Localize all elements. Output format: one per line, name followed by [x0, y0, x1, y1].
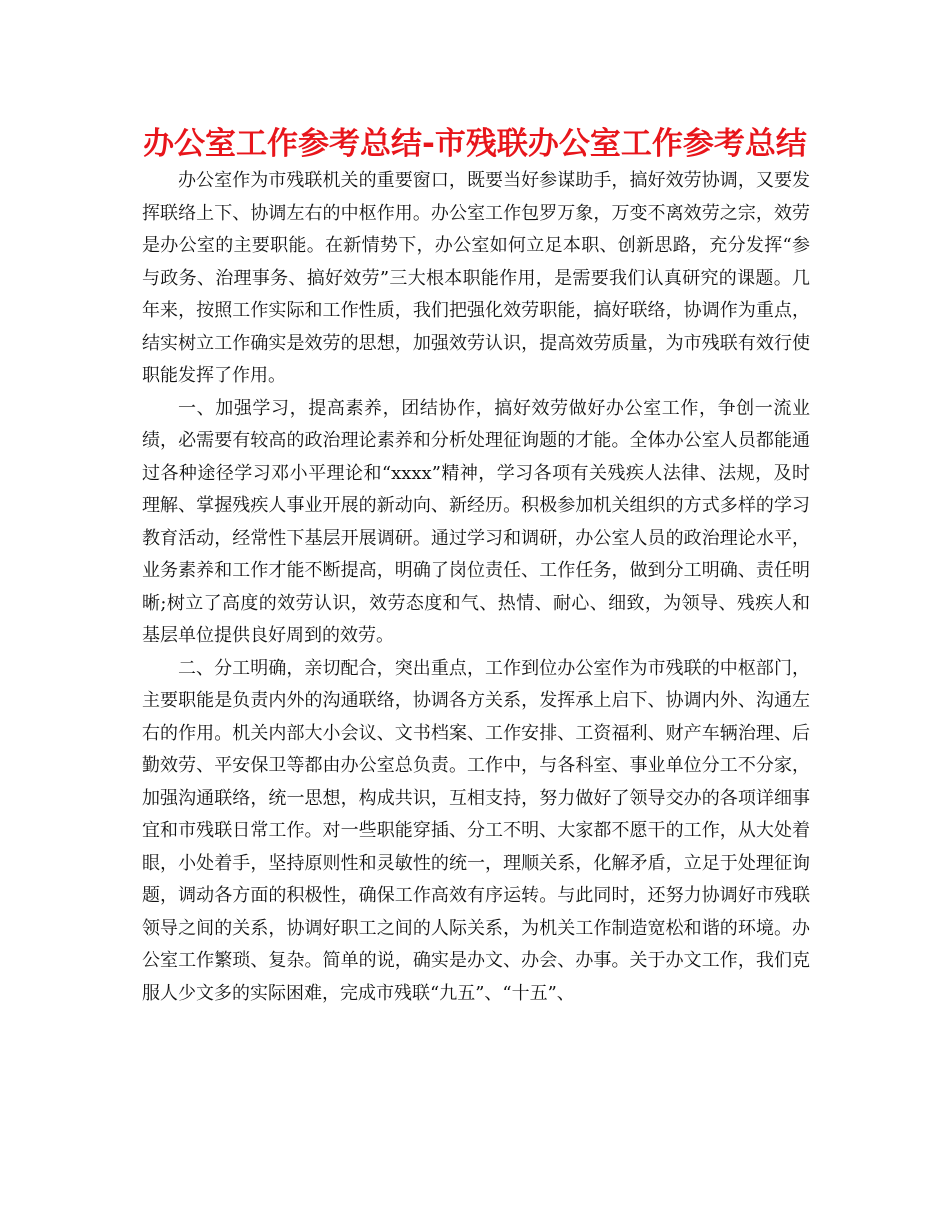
- document-title: 办公室工作参考总结-市残联办公室工作参考总结: [143, 126, 807, 162]
- paragraph-3: 二、分工明确，亲切配合，突出重点，工作到位办公室作为市残联的中枢部门，主要职能是负责内外的沟通联络，协调各方关系，发挥承上启下、协调内外、沟通左右的作用。机关内部大小会议、文书档案、工作安排、工资福利、财产车辆治理、后勤效劳、平安保卫等都由办公室总负责。工作中，与各科室、事业单位分工不分家，加强沟通联络，统一思想，构成共识，互相支持，努力做好了领导交办的各项详细事宜和市残联日常工作。对一些职能穿插、分工不明、大家都不愿干的工作，从大处着眼，小处着手，坚持原则性和灵敏性的统一，理顺关系，化解矛盾，立足于处理征询题，调动各方面的积极性，确保工作高效有序运转。与此同时，还努力协调好市残联领导之间的关系，协调好职工之间的人际关系，为机关工作制造宽松和谐的环境。办公室工作繁琐、复杂。简单的说，确实是办文、办会、办事。关于办文工作，我们克服人少文多的实际困难，完成市残联“九五”、“十五”、: [142, 657, 810, 1004]
- paragraph-1: 办公室作为市残联机关的重要窗口，既要当好参谋助手，搞好效劳协调，又要发挥联络上下、协调左右的中枢作用。办公室工作包罗万象，万变不离效劳之宗，效劳是办公室的主要职能。在新情势下，办公室如何立足本职、创新思路，充分发挥“参与政务、治理事务、搞好效劳”三大根本职能作用，是需要我们认真研究的课题。几年来，按照工作实际和工作性质，我们把强化效劳职能，搞好联络，协调作为重点，结实树立工作确实是效劳的思想，加强效劳认识，提高效劳质量，为市残联有效行使职能发挥了作用。: [142, 170, 810, 386]
- document-body: [142, 165, 810, 1010]
- paragraph-2: 一、加强学习，提高素养，团结协作，搞好效劳做好办公室工作，争创一流业绩，必需要有较高的政治理论素养和分析处理征询题的才能。全体办公室人员都能通过各种途径学习邓小平理论和“xxxx”精神，学习各项有关残疾人法律、法规，及时理解、掌握残疾人事业开展的新动向、新经历。积极参加机关组织的方式多样的学习教育活动，经常性下基层开展调研。通过学习和调研，办公室人员的政治理论水平，业务素养和工作才能不断提高，明确了岗位责任、工作任务，做到分工明确、责任明晰;树立了高度的效劳认识，效劳态度和气、热情、耐心、细致，为领导、残疾人和基层单位提供良好周到的效劳。: [142, 397, 810, 646]
